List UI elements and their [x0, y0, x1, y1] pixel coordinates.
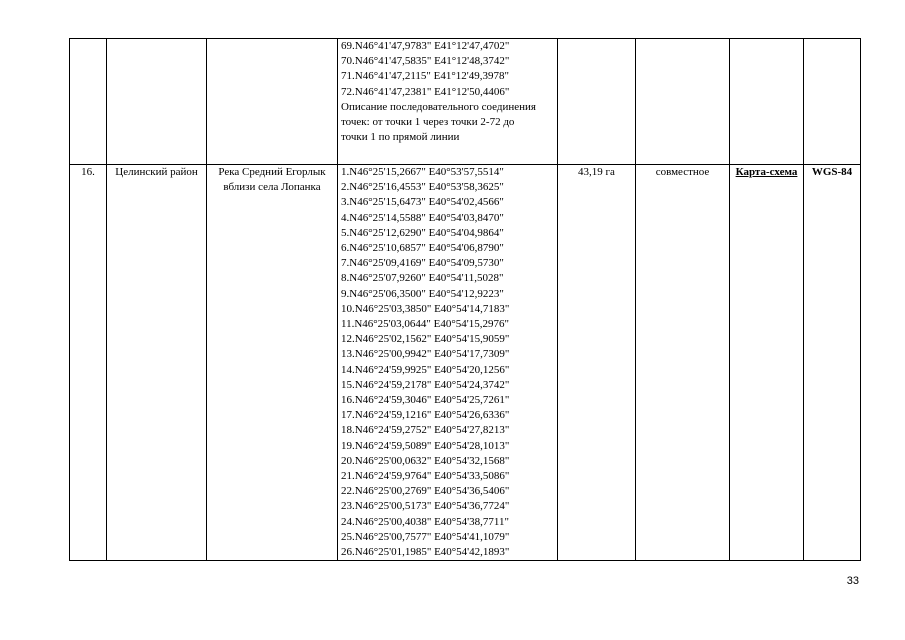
coordinate-point: 1.N46°25'15,2667" E40°53'57,5514" — [341, 166, 504, 178]
coordinate-point: 13.N46°25'00,9942" E40°54'17,7309" — [341, 348, 510, 361]
map-scheme-link[interactable]: Карта-схема — [735, 166, 798, 178]
coordinate-point: 71.N46°41'47,2115" E41°12'49,3978" — [341, 70, 509, 83]
coordinate-point: 26.N46°25'01,1985" E40°54'42,1893" — [341, 546, 510, 559]
coordinates-cell — [338, 39, 558, 165]
connection-description: Описание последовательного соединения точек: от точки 1 через точки 2-72 до точки 1 по прямой линии — [341, 100, 536, 144]
coordinate-point: 18.N46°24'59,2752" E40°54'27,8213" — [341, 424, 510, 437]
coordinate-point: 72.N46°41'47,2381" E41°12'50,4406" — [341, 85, 510, 98]
coordinate-point: 14.N46°24'59,9925" E40°54'20,1256" — [341, 363, 510, 376]
coordinate-point: 25.N46°25'00,7577" E40°54'41,1079" — [341, 530, 510, 543]
coordinate-point: 3.N46°25'15,6473" E40°54'02,4566" — [341, 196, 504, 209]
coordinate-point: 21.N46°24'59,9764" E40°54'33,5086" — [341, 470, 510, 483]
district-cell — [107, 39, 207, 165]
coordinate-point: 7.N46°25'09,4169" E40°54'09,5730" — [341, 257, 504, 270]
row-number: 16. — [70, 165, 107, 561]
coordinate-point: 9.N46°25'06,3500" E40°54'12,9223" — [341, 287, 504, 300]
coordinate-point: 8.N46°25'07,9260" E40°54'11,5028" — [341, 272, 504, 285]
coordinate-point: 15.N46°24'59,2178" E40°54'24,3742" — [341, 378, 510, 391]
map-cell — [730, 39, 804, 165]
coordinate-point: 16.N46°24'59,3046" E40°54'25,7261" — [341, 394, 510, 407]
coordinate-point: 23.N46°25'00,5173" E40°54'36,7724" — [341, 500, 510, 513]
coordinate-point: 19.N46°24'59,5089" E40°54'28,1013" — [341, 439, 510, 452]
coordinate-point: 22.N46°25'00,2769" E40°54'36,5406" — [341, 485, 510, 498]
district-cell: Целинский район — [107, 165, 207, 561]
coordinate-point: 70.N46°41'47,5835" E41°12'48,3742" — [341, 55, 510, 68]
table-row — [70, 39, 861, 165]
coordinate-point: 20.N46°25'00,0632" E40°54'32,1568" — [341, 454, 510, 467]
row-number — [70, 39, 107, 165]
coordinate-system-cell — [804, 165, 861, 561]
coordinates-cell — [338, 165, 558, 561]
coordinate-point: 24.N46°25'00,4038" E40°54'38,7711" — [341, 515, 509, 528]
location-cell: Река Средний Егорлык вблизи села Лопанка — [207, 165, 338, 561]
table-row — [70, 165, 861, 561]
coordinate-point: 69.N46°41'47,9783" E41°12'47,4702" — [341, 40, 510, 52]
coordinate-system-label: WGS-84 — [811, 166, 853, 178]
coordinate-point: 4.N46°25'14,5588" E40°54'03,8470" — [341, 211, 504, 224]
coordinate-point: 2.N46°25'16,4553" E40°53'58,3625" — [341, 181, 504, 194]
map-cell — [730, 165, 804, 561]
area-cell: 43,19 га — [558, 165, 636, 561]
coordinate-system-cell — [804, 39, 861, 165]
coordinate-point: 10.N46°25'03,3850" E40°54'14,7183" — [341, 302, 510, 315]
coordinate-list — [341, 165, 554, 560]
coordinate-point: 12.N46°25'02,1562" E40°54'15,9059" — [341, 333, 510, 346]
coordinates-table — [69, 38, 861, 561]
coordinate-list — [341, 39, 554, 100]
location-cell — [207, 39, 338, 165]
area-cell — [558, 39, 636, 165]
coordinate-point: 11.N46°25'03,0644" E40°54'15,2976" — [341, 318, 509, 331]
coordinate-point: 6.N46°25'10,6857" E40°54'06,8790" — [341, 242, 504, 255]
ownership-cell: совместное — [636, 165, 730, 561]
ownership-cell — [636, 39, 730, 165]
page-number: 33 — [846, 575, 859, 587]
coordinate-point: 5.N46°25'12,6290" E40°54'04,9864" — [341, 226, 504, 239]
coordinate-point: 17.N46°24'59,1216" E40°54'26,6336" — [341, 409, 510, 422]
